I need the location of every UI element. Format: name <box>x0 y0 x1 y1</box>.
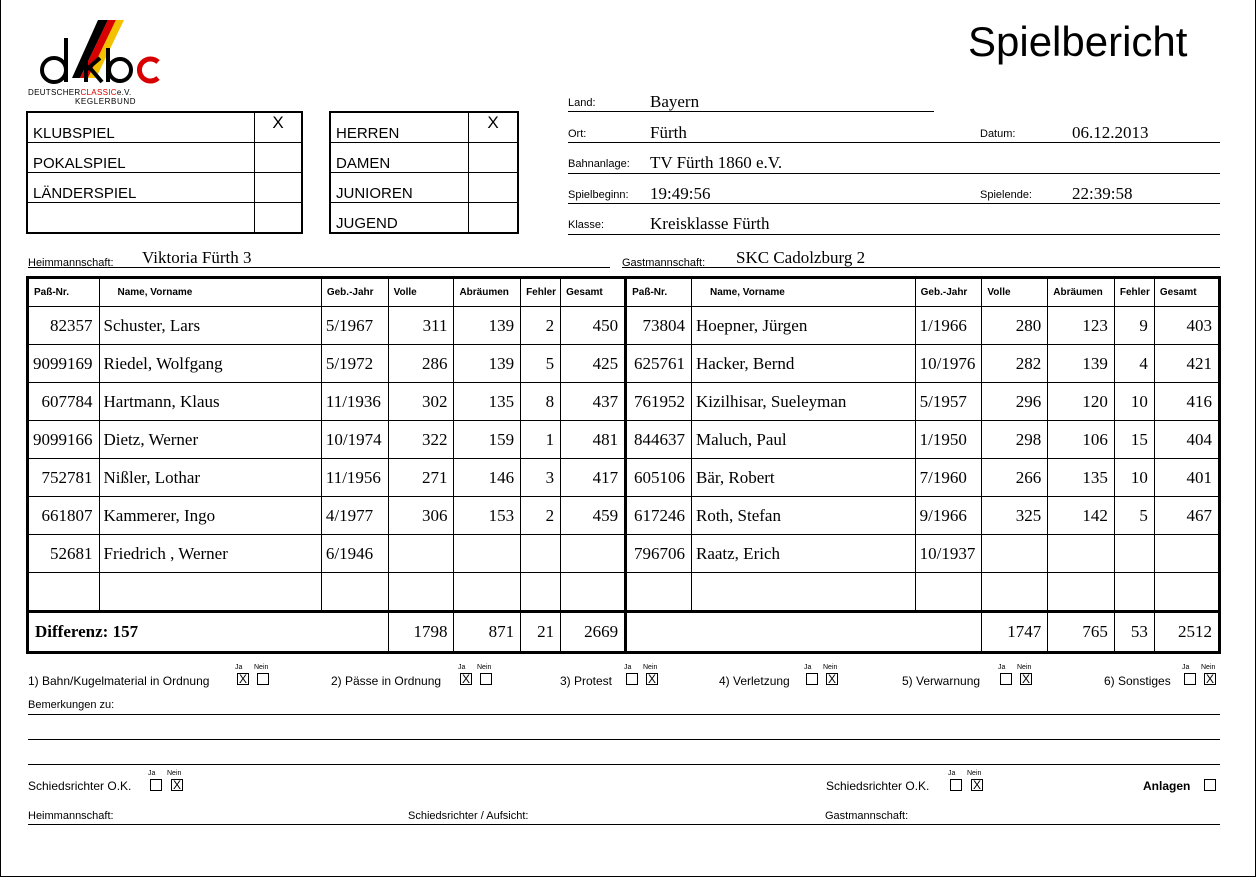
home-geb-jahr-cell: 5/1972 <box>321 345 388 383</box>
home-gesamt-cell: 437 <box>561 383 626 421</box>
game-type-empty <box>27 203 255 234</box>
guest-referee-ok-label: Schiedsrichter O.K. <box>826 779 930 793</box>
ort-label: Ort: <box>568 128 587 140</box>
table-row <box>28 307 1220 345</box>
home-geb-jahr-cell: 5/1967 <box>321 307 388 345</box>
guest-pass-nr-cell: 605106 <box>626 459 692 497</box>
question-label: 3) Protest <box>560 674 613 688</box>
home-pass-nr-cell: 9099169 <box>28 345 100 383</box>
remarks-line-2[interactable] <box>28 739 1220 740</box>
guest-abraeumen-cell <box>1048 535 1115 573</box>
guest-name-cell <box>691 573 915 612</box>
guest-fehler-cell: 9 <box>1114 307 1154 345</box>
question-nein-checkbox[interactable] <box>257 673 269 685</box>
guest-name-cell: Kizilhisar, Sueleyman <box>691 383 915 421</box>
datum-label: Datum: <box>980 128 1016 140</box>
home-geb-jahr-cell: 10/1974 <box>321 421 388 459</box>
guest-pass-nr-cell: 796706 <box>626 535 692 573</box>
question-nein-checkbox[interactable]: X <box>1205 672 1214 686</box>
game-type-pokalspiel-mark[interactable] <box>255 143 303 173</box>
nein-label: Nein <box>967 770 982 777</box>
guest-total-volle: 1747 <box>982 612 1048 653</box>
table-row <box>28 573 1220 612</box>
category-junioren-mark[interactable] <box>469 173 519 203</box>
land-label: Land: <box>568 97 596 109</box>
col-header: Fehler <box>521 278 561 307</box>
guest-fehler-cell <box>1114 573 1154 612</box>
question-ja-checkbox[interactable] <box>1184 673 1196 685</box>
game-type-empty-mark[interactable] <box>255 203 303 234</box>
home-name-cell: Kammerer, Ingo <box>99 497 321 535</box>
guest-total-gesamt: 2512 <box>1154 612 1219 653</box>
home-abraeumen-cell <box>454 573 521 612</box>
question-nein-checkbox[interactable]: X <box>647 672 656 686</box>
guest-team-line <box>622 267 1220 268</box>
remarks-label: Bemerkungen zu: <box>28 699 115 711</box>
guest-fehler-cell: 15 <box>1114 421 1154 459</box>
footer-referee-label: Schiedsrichter / Aufsicht: <box>408 810 529 822</box>
ort-value: Fürth <box>650 123 687 142</box>
nein-label: Nein <box>823 664 838 671</box>
guest-abraeumen-cell: 123 <box>1048 307 1115 345</box>
category-jugend-mark[interactable] <box>469 203 519 234</box>
home-name-cell: Friedrich , Werner <box>99 535 321 573</box>
col-header: Gesamt <box>561 278 626 307</box>
col-header: Volle <box>388 278 454 307</box>
home-gesamt-cell: 459 <box>561 497 626 535</box>
home-pass-nr-cell: 752781 <box>28 459 100 497</box>
ja-label: Ja <box>458 664 466 671</box>
spielende-label: Spielende: <box>980 189 1032 201</box>
table-row <box>28 497 1220 535</box>
bahnanlage-label: Bahnanlage: <box>568 158 630 170</box>
home-name-cell: Dietz, Werner <box>99 421 321 459</box>
table-row <box>28 421 1220 459</box>
guest-geb-jahr-cell: 1/1950 <box>915 421 982 459</box>
guest-referee-ja-checkbox[interactable] <box>950 779 962 791</box>
guest-abraeumen-cell: 135 <box>1048 459 1115 497</box>
attachments-label: Anlagen <box>1143 779 1191 793</box>
guest-name-cell: Hacker, Bernd <box>691 345 915 383</box>
guest-fehler-cell <box>1114 535 1154 573</box>
spielende-value: 22:39:58 <box>1072 184 1133 203</box>
guest-fehler-cell: 10 <box>1114 459 1154 497</box>
col-header: Geb.-Jahr <box>321 278 388 307</box>
table-row <box>28 345 1220 383</box>
guest-pass-nr-cell: 73804 <box>626 307 692 345</box>
results-table <box>26 276 1221 654</box>
guest-volle-cell <box>982 573 1048 612</box>
remarks-line-3[interactable] <box>28 764 1220 765</box>
question-ja-checkbox[interactable] <box>626 673 638 685</box>
spielbeginn-label: Spielbeginn: <box>568 189 629 201</box>
home-total-fehler: 21 <box>521 612 561 653</box>
category-herren: HERREN <box>330 112 469 143</box>
table-header-row <box>28 278 1220 307</box>
page-title: Spielbericht <box>968 18 1188 65</box>
guest-name-cell: Bär, Robert <box>691 459 915 497</box>
home-abraeumen-cell <box>454 535 521 573</box>
home-name-cell: Nißler, Lothar <box>99 459 321 497</box>
home-team-name: Viktoria Fürth 3 <box>142 248 252 267</box>
col-header: Gesamt <box>1154 278 1219 307</box>
home-abraeumen-cell: 139 <box>454 345 521 383</box>
home-pass-nr-cell: 607784 <box>28 383 100 421</box>
game-type-box <box>26 111 303 234</box>
nein-label: Nein <box>167 770 182 777</box>
col-header: Abräumen <box>454 278 521 307</box>
home-fehler-cell: 5 <box>521 345 561 383</box>
col-header: Paß-Nr. <box>626 278 692 307</box>
home-fehler-cell: 8 <box>521 383 561 421</box>
footer-signature-line[interactable] <box>28 824 1220 825</box>
game-type-klubspiel-mark[interactable]: X <box>255 112 303 143</box>
category-damen-mark[interactable] <box>469 143 519 173</box>
home-pass-nr-cell: 82357 <box>28 307 100 345</box>
guest-geb-jahr-cell: 1/1966 <box>915 307 982 345</box>
ja-label: Ja <box>1182 664 1190 671</box>
home-total-volle: 1798 <box>388 612 454 653</box>
home-abraeumen-cell: 146 <box>454 459 521 497</box>
totals-row <box>28 612 1220 653</box>
bahnanlage-value: TV Fürth 1860 e.V. <box>650 153 783 172</box>
home-gesamt-cell: 481 <box>561 421 626 459</box>
home-fehler-cell: 2 <box>521 307 561 345</box>
nein-label: Nein <box>254 664 269 671</box>
question-ja-checkbox[interactable] <box>1000 673 1012 685</box>
guest-gesamt-cell: 467 <box>1154 497 1219 535</box>
table-row <box>28 383 1220 421</box>
table-row <box>28 459 1220 497</box>
home-volle-cell: 322 <box>388 421 454 459</box>
home-pass-nr-cell: 9099166 <box>28 421 100 459</box>
col-header: Name, Vorname <box>99 278 321 307</box>
guest-team-label: Gastmannschaft: <box>622 257 706 269</box>
category-herren-mark[interactable]: X <box>469 112 519 143</box>
home-name-cell: Riedel, Wolfgang <box>99 345 321 383</box>
game-type-laenderspiel-mark[interactable] <box>255 173 303 203</box>
guest-name-cell: Maluch, Paul <box>691 421 915 459</box>
guest-volle-cell: 266 <box>982 459 1048 497</box>
category-jugend: JUGEND <box>330 203 469 234</box>
nein-label: Nein <box>1201 664 1216 671</box>
home-gesamt-cell <box>561 573 626 612</box>
klasse-value: Kreisklasse Fürth <box>650 214 770 233</box>
home-fehler-cell: 2 <box>521 497 561 535</box>
guest-fehler-cell: 4 <box>1114 345 1154 383</box>
spielbeginn-line <box>568 203 1220 204</box>
guest-referee-nein-checkbox[interactable]: X <box>972 778 981 792</box>
question-nein-checkbox[interactable]: X <box>827 672 836 686</box>
guest-volle-cell: 298 <box>982 421 1048 459</box>
question-label: 5) Verwarnung <box>902 674 981 688</box>
home-referee-nein-checkbox[interactable]: X <box>172 778 181 792</box>
home-volle-cell <box>388 535 454 573</box>
guest-fehler-cell: 5 <box>1114 497 1154 535</box>
guest-volle-cell: 325 <box>982 497 1048 535</box>
home-fehler-cell: 3 <box>521 459 561 497</box>
guest-fehler-cell: 10 <box>1114 383 1154 421</box>
guest-abraeumen-cell <box>1048 573 1115 612</box>
home-pass-nr-cell: 52681 <box>28 535 100 573</box>
spielbeginn-value: 19:49:56 <box>650 184 711 203</box>
home-name-cell: Schuster, Lars <box>99 307 321 345</box>
attachments-checkbox[interactable] <box>1204 779 1216 791</box>
ja-label: Ja <box>624 664 632 671</box>
home-abraeumen-cell: 135 <box>454 383 521 421</box>
category-box <box>329 111 519 234</box>
home-volle-cell: 271 <box>388 459 454 497</box>
ja-label: Ja <box>804 664 812 671</box>
guest-pass-nr-cell <box>626 573 692 612</box>
ort-line <box>568 142 1220 143</box>
home-team-line <box>28 267 610 268</box>
guest-volle-cell: 280 <box>982 307 1048 345</box>
question-label: 6) Sonstiges <box>1104 674 1171 688</box>
land-line <box>568 111 934 112</box>
question-ja-checkbox[interactable]: X <box>461 672 470 686</box>
klasse-label: Klasse: <box>568 219 605 231</box>
difference-value: Differenz: 157 <box>28 612 389 653</box>
guest-name-cell: Hoepner, Jürgen <box>691 307 915 345</box>
home-geb-jahr-cell <box>321 573 388 612</box>
footer-home-label: Heimmannschaft: <box>28 810 114 822</box>
home-gesamt-cell: 425 <box>561 345 626 383</box>
guest-abraeumen-cell: 106 <box>1048 421 1115 459</box>
home-pass-nr-cell <box>28 573 100 612</box>
home-fehler-cell <box>521 573 561 612</box>
nein-label: Nein <box>1017 664 1032 671</box>
guest-abraeumen-cell: 142 <box>1048 497 1115 535</box>
guest-total-fehler: 53 <box>1114 612 1154 653</box>
home-gesamt-cell <box>561 535 626 573</box>
home-gesamt-cell: 450 <box>561 307 626 345</box>
home-abraeumen-cell: 153 <box>454 497 521 535</box>
guest-volle-cell <box>982 535 1048 573</box>
home-geb-jahr-cell: 6/1946 <box>321 535 388 573</box>
home-volle-cell <box>388 573 454 612</box>
guest-geb-jahr-cell: 5/1957 <box>915 383 982 421</box>
question-nein-checkbox[interactable] <box>480 673 492 685</box>
home-volle-cell: 306 <box>388 497 454 535</box>
nein-label: Nein <box>643 664 658 671</box>
ja-label: Ja <box>998 664 1006 671</box>
home-total-gesamt: 2669 <box>561 612 626 653</box>
home-volle-cell: 286 <box>388 345 454 383</box>
home-geb-jahr-cell: 11/1936 <box>321 383 388 421</box>
bahnanlage-line <box>568 173 1220 174</box>
col-header: Volle <box>982 278 1048 307</box>
logo-line1: DEUTSCHERCLASSICe.V. <box>28 88 132 97</box>
land-value: Bayern <box>650 92 700 111</box>
guest-volle-cell: 282 <box>982 345 1048 383</box>
guest-geb-jahr-cell: 9/1966 <box>915 497 982 535</box>
guest-gesamt-cell: 421 <box>1154 345 1219 383</box>
guest-geb-jahr-cell: 10/1937 <box>915 535 982 573</box>
question-ja-checkbox[interactable]: X <box>238 672 247 686</box>
ja-label: Ja <box>148 770 156 777</box>
home-abraeumen-cell: 159 <box>454 421 521 459</box>
footer-guest-label: Gastmannschaft: <box>825 810 909 822</box>
nein-label: Nein <box>477 664 492 671</box>
col-header: Geb.-Jahr <box>915 278 982 307</box>
guest-volle-cell: 296 <box>982 383 1048 421</box>
ja-label: Ja <box>235 664 243 671</box>
guest-abraeumen-cell: 139 <box>1048 345 1115 383</box>
logo-line2: KEGLERBUND <box>75 97 137 106</box>
guest-abraeumen-cell: 120 <box>1048 383 1115 421</box>
home-referee-ja-checkbox[interactable] <box>150 779 162 791</box>
home-abraeumen-cell: 139 <box>454 307 521 345</box>
question-label: 2) Pässe in Ordnung <box>331 674 442 688</box>
col-header: Paß-Nr. <box>28 278 100 307</box>
home-geb-jahr-cell: 4/1977 <box>321 497 388 535</box>
game-type-laenderspiel: LÄNDERSPIEL <box>27 173 255 203</box>
col-header: Abräumen <box>1048 278 1115 307</box>
col-header: Name, Vorname <box>691 278 915 307</box>
guest-gesamt-cell: 401 <box>1154 459 1219 497</box>
category-junioren: JUNIOREN <box>330 173 469 203</box>
klasse-line <box>568 234 1220 235</box>
question-label: 4) Verletzung <box>719 674 790 688</box>
col-header: Fehler <box>1114 278 1154 307</box>
guest-geb-jahr-cell: 7/1960 <box>915 459 982 497</box>
home-team-label: Heimmannschaft: <box>28 257 114 269</box>
guest-name-cell: Roth, Stefan <box>691 497 915 535</box>
guest-total-abraeumen: 765 <box>1048 612 1115 653</box>
guest-pass-nr-cell: 625761 <box>626 345 692 383</box>
question-ja-checkbox[interactable] <box>806 673 818 685</box>
home-referee-ok-label: Schiedsrichter O.K. <box>28 779 132 793</box>
guest-total-spacer <box>626 612 982 653</box>
home-name-cell <box>99 573 321 612</box>
home-volle-cell: 302 <box>388 383 454 421</box>
guest-geb-jahr-cell <box>915 573 982 612</box>
guest-name-cell: Raatz, Erich <box>691 535 915 573</box>
guest-gesamt-cell: 403 <box>1154 307 1219 345</box>
home-pass-nr-cell: 661807 <box>28 497 100 535</box>
home-name-cell: Hartmann, Klaus <box>99 383 321 421</box>
home-total-abraeumen: 871 <box>454 612 521 653</box>
guest-geb-jahr-cell: 10/1976 <box>915 345 982 383</box>
home-fehler-cell <box>521 535 561 573</box>
guest-gesamt-cell <box>1154 535 1219 573</box>
datum-value: 06.12.2013 <box>1072 123 1149 142</box>
question-label: 1) Bahn/Kugelmaterial in Ordnung <box>28 674 210 688</box>
home-fehler-cell: 1 <box>521 421 561 459</box>
guest-gesamt-cell <box>1154 573 1219 612</box>
category-damen: DAMEN <box>330 143 469 173</box>
table-row <box>28 535 1220 573</box>
guest-pass-nr-cell: 844637 <box>626 421 692 459</box>
game-type-klubspiel: KLUBSPIEL <box>27 112 255 143</box>
guest-pass-nr-cell: 617246 <box>626 497 692 535</box>
home-volle-cell: 311 <box>388 307 454 345</box>
game-type-pokalspiel: POKALSPIEL <box>27 143 255 173</box>
question-nein-checkbox[interactable]: X <box>1021 672 1030 686</box>
home-gesamt-cell: 417 <box>561 459 626 497</box>
guest-team-name: SKC Cadolzburg 2 <box>736 248 866 267</box>
remarks-line-1[interactable] <box>28 714 1220 715</box>
guest-gesamt-cell: 416 <box>1154 383 1219 421</box>
home-geb-jahr-cell: 11/1956 <box>321 459 388 497</box>
ja-label: Ja <box>948 770 956 777</box>
guest-pass-nr-cell: 761952 <box>626 383 692 421</box>
guest-gesamt-cell: 404 <box>1154 421 1219 459</box>
